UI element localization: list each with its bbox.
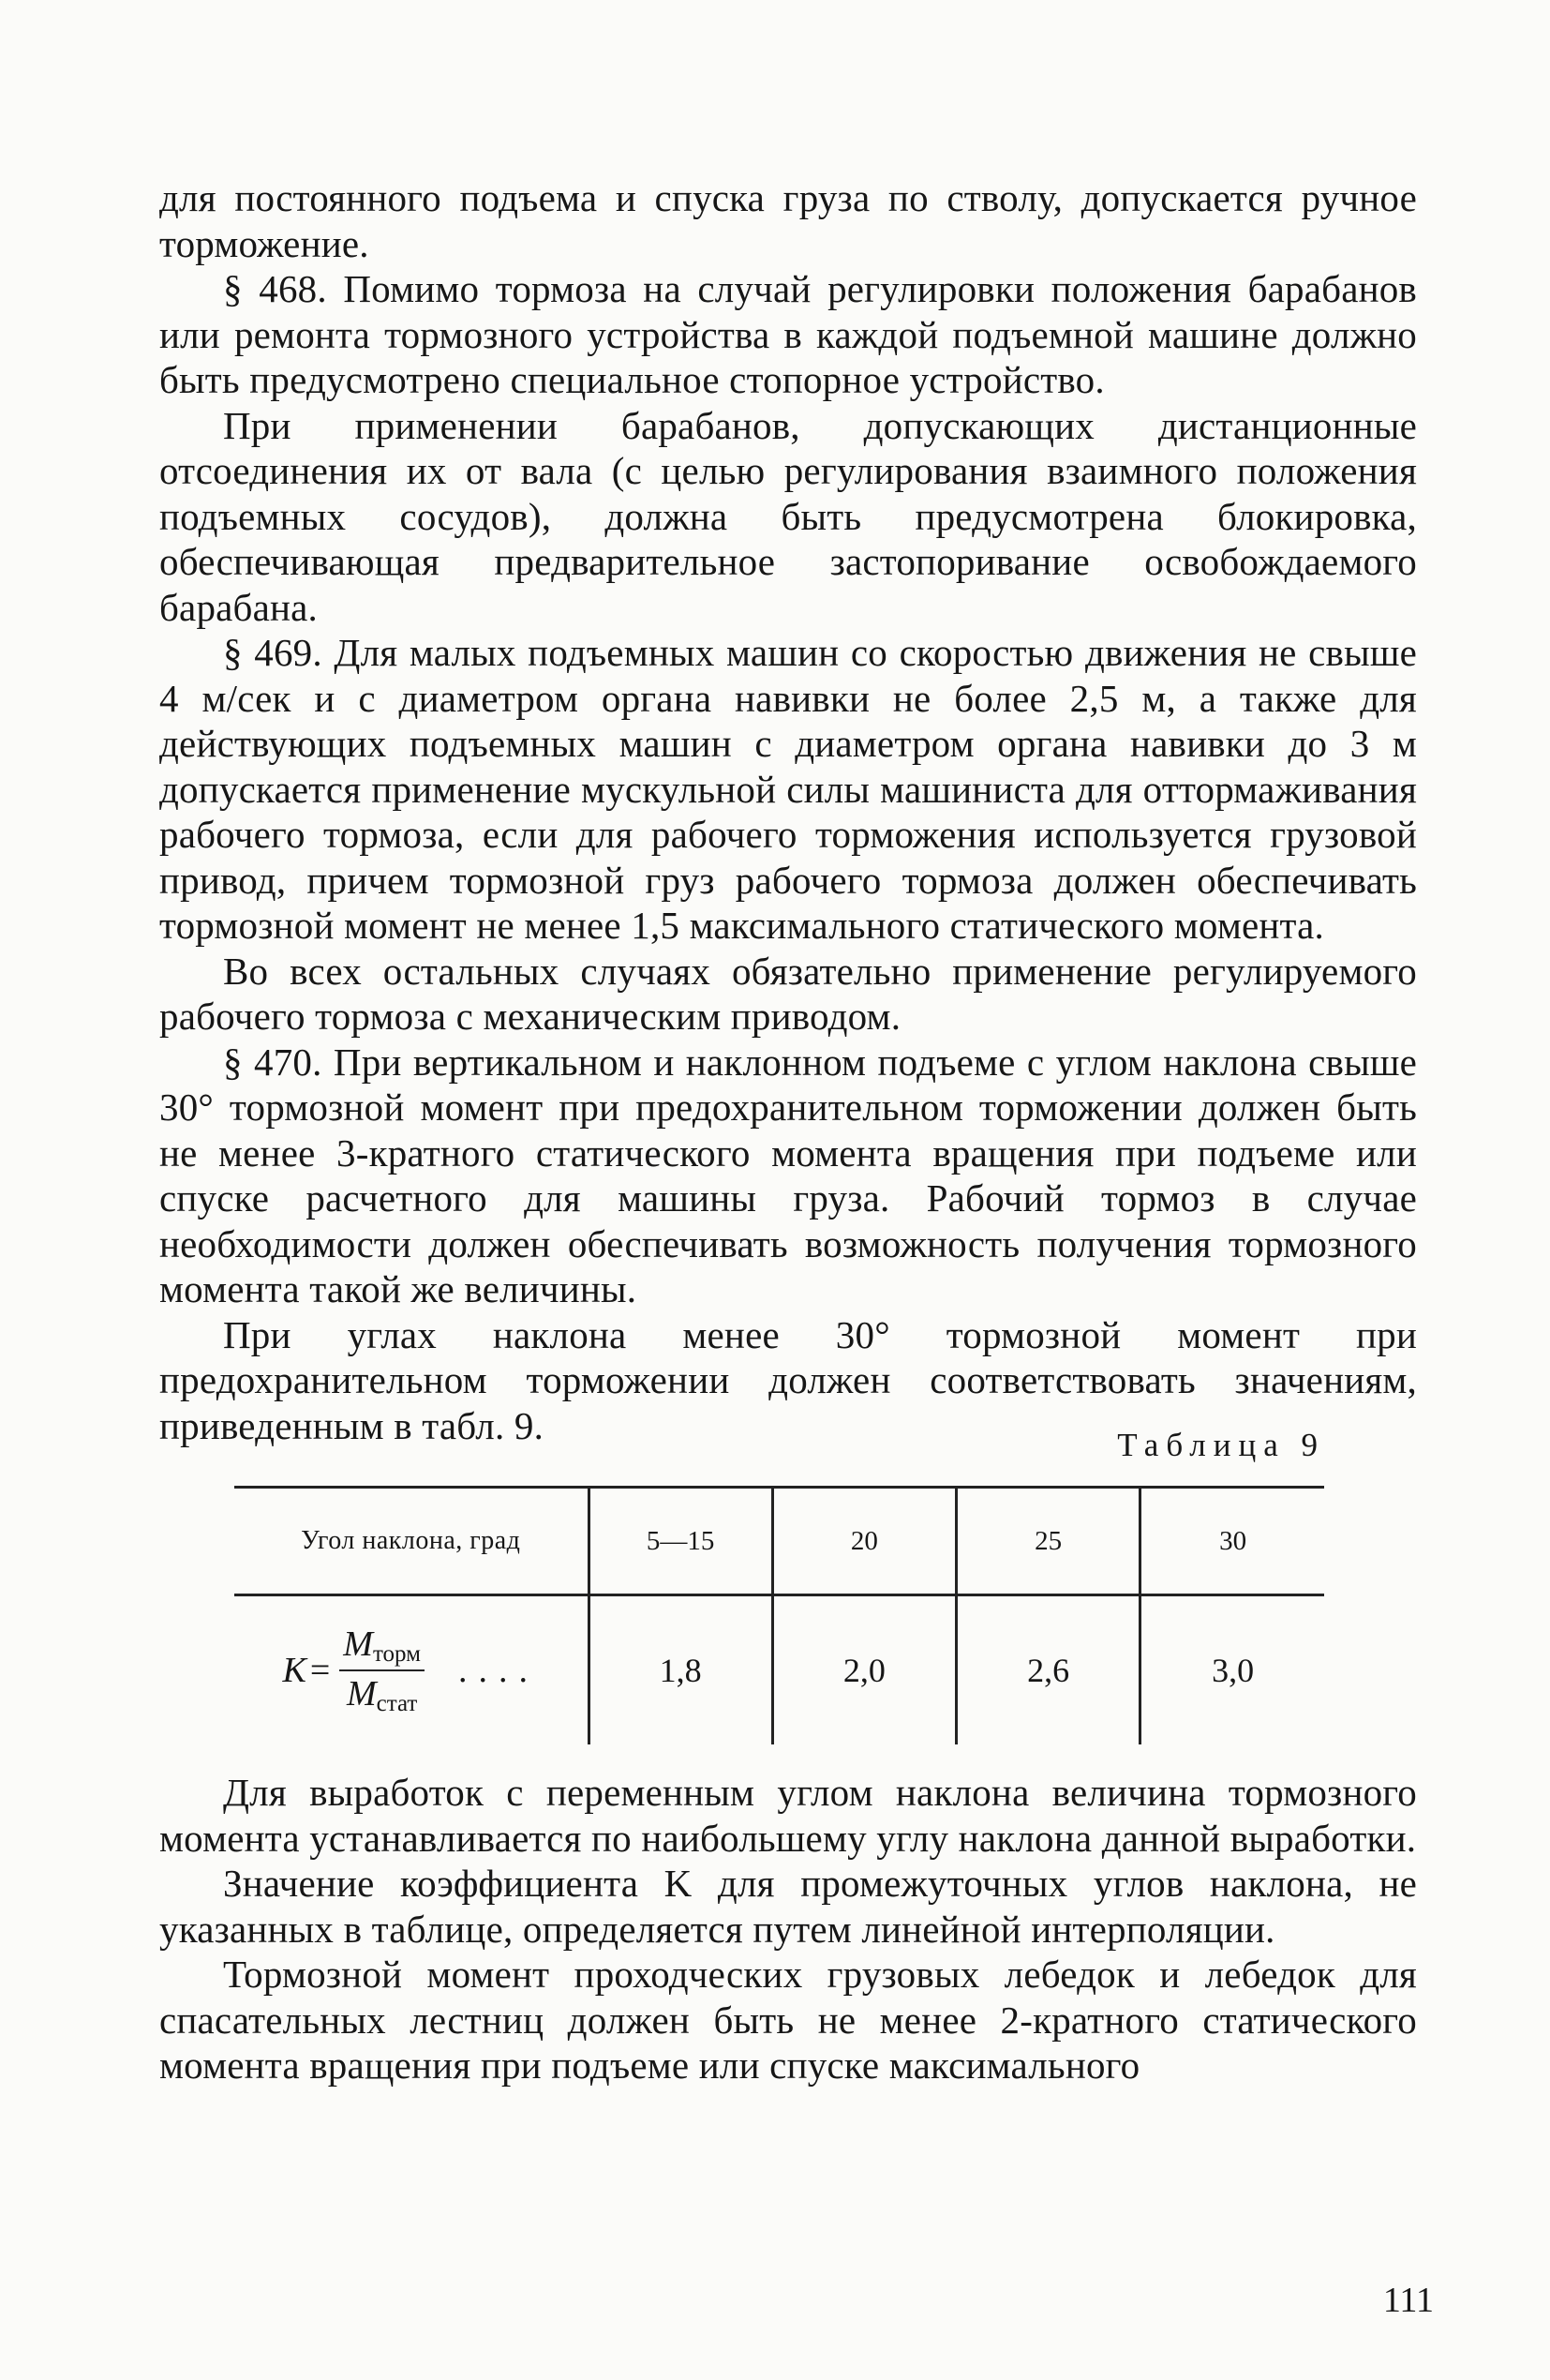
k-formula bbox=[234, 1595, 589, 1745]
table-header-row bbox=[234, 1488, 1324, 1595]
paragraph: При применении барабанов, допускающих дистанционные отсоединения их от вала (с целью регулирования взаимного положения подъемных сосудов), должна быть предусмотрена блокировка, обеспечивающая предварительное застопоривание освобождаемого барабана. bbox=[159, 403, 1417, 629]
formula-num: M bbox=[343, 1624, 373, 1664]
body-text-bottom bbox=[159, 1770, 1417, 2088]
paragraph: Значение коэффициента K для промежуточных углов наклона, не указанных в таблице, определяется путем линейной интерполяции. bbox=[159, 1862, 1417, 1951]
formula-num-sub: торм bbox=[372, 1641, 421, 1667]
k-value-cell: 2,0 bbox=[772, 1595, 956, 1745]
paragraph: для постоянного подъема и спуска груза по стволу, допускается ручное торможение. bbox=[159, 176, 1417, 265]
formula-fraction bbox=[339, 1624, 425, 1717]
k-value-cell: 3,0 bbox=[1140, 1595, 1324, 1745]
k-value-cell: 2,6 bbox=[957, 1595, 1140, 1745]
table-caption: Таблица 9 bbox=[1117, 1427, 1325, 1463]
paragraph-470: § 470. При вертикальном и наклонном подъеме с углом наклона свыше 30° тормозной момент при предохранительном торможении должен быть не менее 3-кратного статического момента вращения при подъеме или спуске расчетного для машины груза. Рабочий тормоз в случае необходимости должен обеспечивать возможность получения тормозного момента такой же величины. bbox=[159, 1040, 1417, 1310]
table-k-row bbox=[234, 1595, 1324, 1745]
leader-dots: .... bbox=[458, 1651, 539, 1690]
paragraph-469: § 469. Для малых подъемных машин со скоростью движения не свыше 4 м/сек и с диаметром органа навивки не более 2,5 м, а также для действующих подъемных машин с диаметром органа навивки до 3 м допускается применение мускульной силы машиниста для оттормаживания рабочего тормоза, если для рабочего торможения используется грузовой привод, причем тормозной груз рабочего тормоза должен обеспечивать тормозной момент не менее 1,5 максимального статического момента. bbox=[159, 631, 1417, 947]
paragraph: Для выработок с переменным углом наклона величина тормозного момента устанавливается по наибольшему углу наклона данной выработки. bbox=[159, 1771, 1417, 1860]
k-value-cell: 1,8 bbox=[589, 1595, 772, 1745]
angle-cell: 30 bbox=[1140, 1488, 1324, 1595]
angle-header: Угол наклона, град bbox=[234, 1488, 589, 1595]
table-9 bbox=[234, 1486, 1324, 1744]
angle-cell: 25 bbox=[957, 1488, 1140, 1595]
paragraph: Тормозной момент проходческих грузовых лебедок и лебедок для спасательных лестниц должен быть не менее 2-кратного статического момента вращения при подъеме или спуске максимального bbox=[159, 1953, 1417, 2087]
page-number: 111 bbox=[1382, 2281, 1434, 2320]
formula-eq: = bbox=[309, 1651, 331, 1690]
angle-cell: 5—15 bbox=[589, 1488, 772, 1595]
angle-cell: 20 bbox=[772, 1488, 956, 1595]
paragraph: Во всех остальных случаях обязательно применение регулируемого рабочего тормоза с механическим приводом. bbox=[159, 949, 1417, 1038]
formula-lhs: K bbox=[282, 1651, 306, 1690]
paragraph: При углах наклона менее 30° тормозной момент при предохранительном торможении должен соответствовать значениям, приведенным в табл. 9. bbox=[159, 1312, 1417, 1447]
formula-den-sub: стат bbox=[376, 1691, 418, 1716]
formula-den: M bbox=[346, 1674, 377, 1714]
paragraph-468: § 468. Помимо тормоза на случай регулировки положения барабанов или ремонта тормозного устройства в каждой подъемной машине должно быть предусмотрено специальное стопорное устройство. bbox=[159, 267, 1417, 401]
body-text-top bbox=[159, 175, 1417, 1448]
